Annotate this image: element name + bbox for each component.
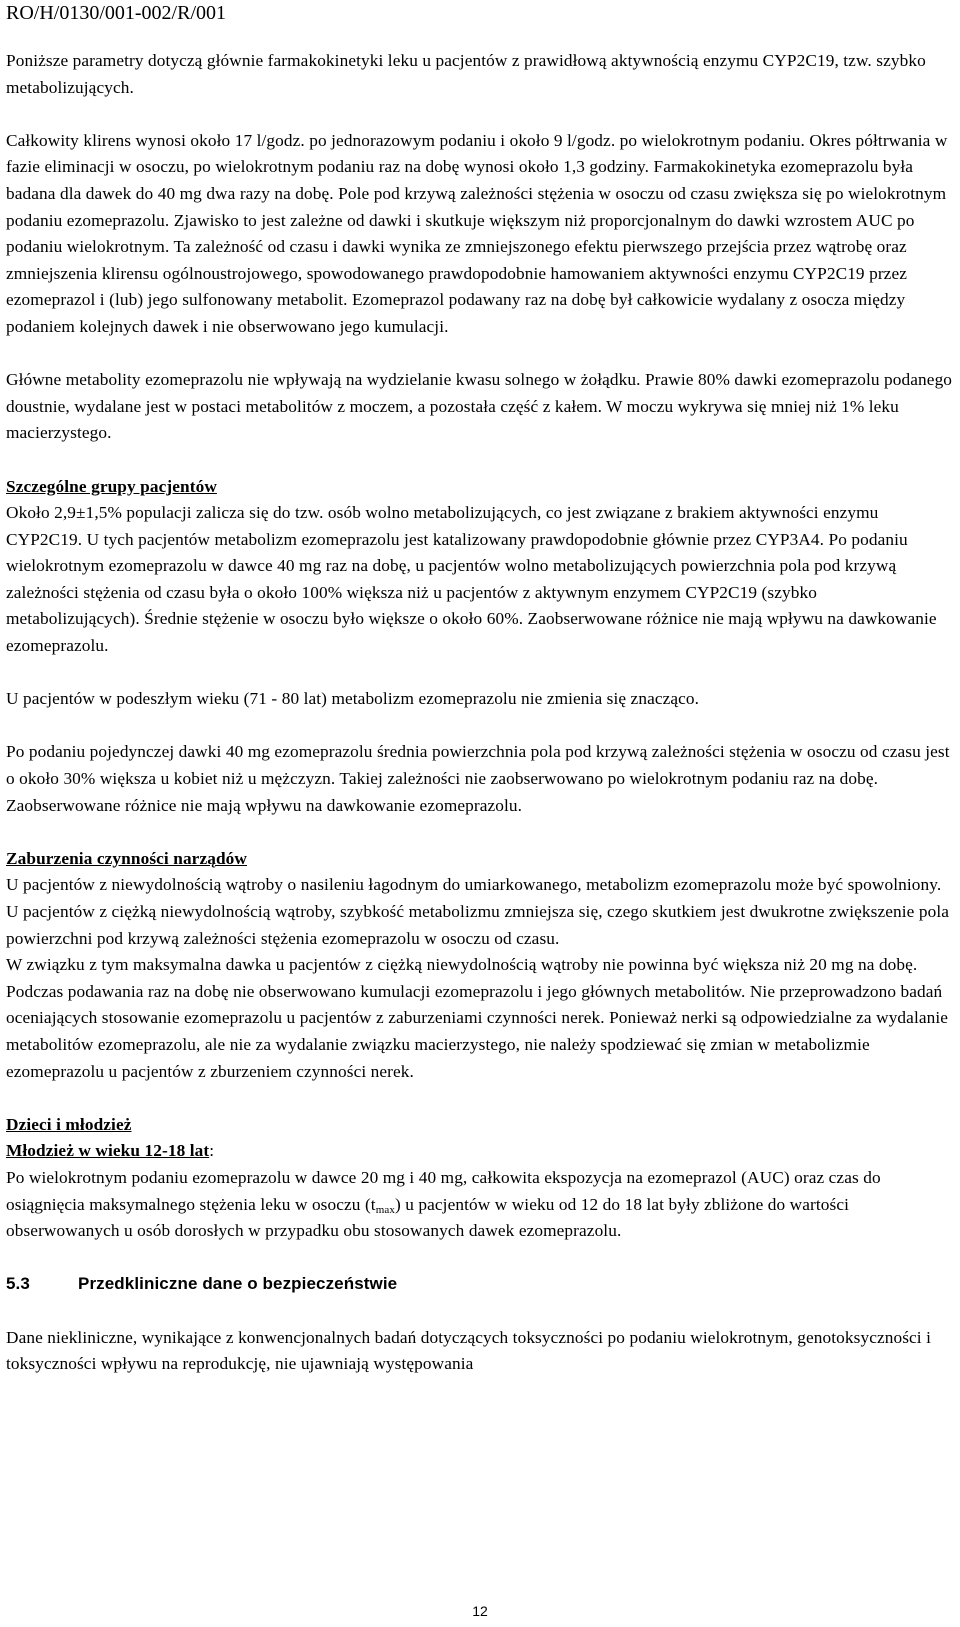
paragraph-poor-metabolizers: Około 2,9±1,5% populacji zalicza się do tzw. osób wolno metabolizujących, co jest związane z brakiem aktywności enzymu CYP2C19. U tych pacjentów metabolizm ezomeprazolu jest katalizowany prawdopodobnie głównie przez CYP3A4. Po podaniu wielokrotnym ezomeprazolu w dawce 40 mg raz na dobę, u pacjentów wolno metabolizujących powierzchnia pola pod krzywą zależności stężenia od czasu była o około 100% większa niż u pacjentów z aktywnym enzymem CYP2C19 (szybko metabolizujących). Średnie stężenie w osoczu było większe o około 60%. Zaobserwowane różnice nie mają wpływu na dawkowanie ezomeprazolu. xyxy=(6,503,937,656)
paragraph-clearance: Całkowity klirens wynosi około 17 l/godz. po jednorazowym podaniu i około 9 l/godz. po wielokrotnym podaniu. Okres półtrwania w fazie eliminacji w osoczu, po wielokrotnym podaniu raz na dobę wynosi około 1,3 godziny. Farmakokinetyka ezomeprazolu była badana dla dawek do 40 mg dwa razy na dobę. Pole pod krzywą zależności stężenia w osoczu od czasu zwiększa się po wielokrotnym podaniu ezomeprazolu. Zjawisko to jest zależne od dawki i skutkuje większym niż proporcjonalnym do dawki wzrostem AUC po podaniu wielokrotnym. Ta zależność od czasu i dawki wynika ze zmniejszonego efektu pierwszego przejścia przez wątrobę oraz zmniejszenia klirensu ogólnoustrojowego, spowodowanego prawdopodobnie hamowaniem aktywności enzymu CYP2C19 przez ezomeprazol i (lub) jego sulfonowany metabolit. Ezomeprazol podawany raz na dobę był całkowicie wydalany z osocza między podaniem kolejnych dawek i nie obserwowano jego kumulacji. xyxy=(6,130,948,336)
tmax-subscript: max xyxy=(375,1203,395,1216)
document-body xyxy=(6,48,954,1378)
paragraph-max-dose: W związku z tym maksymalna dawka u pacjentów z ciężką niewydolnością wątroby nie powinna być większa niż 20 mg na dobę. Podczas podawania raz na dobę nie obserwowano kumulacji ezomeprazolu i jego głównych metabolitów. Nie przeprowadzono badań oceniających stosowanie ezomeprazolu u pacjentów z zaburzeniami czynności nerek. Ponieważ nerki są odpowiedzialne za wydalanie metabolitów ezomeprazolu, ale nie za wydalanie związku macierzystego, nie należy spodziewać się zmian w metabolizmie ezomeprazolu u pacjentów z zburzeniem czynności nerek. xyxy=(6,955,949,1081)
section-heading-5-3 xyxy=(6,1271,954,1298)
spacer xyxy=(6,1298,954,1325)
paragraph-intro: Poniższe parametry dotyczą głównie farmakokinetyki leku u pacjentów z prawidłową aktywnością enzymu CYP2C19, tzw. szybko metabolizujących. xyxy=(6,51,926,97)
spacer xyxy=(6,1085,954,1112)
paragraph-elderly: U pacjentów w podeszłym wieku (71 - 80 lat) metabolizm ezomeprazolu nie zmienia się znacząco. xyxy=(6,689,700,709)
heading-youth-colon: : xyxy=(209,1141,215,1161)
heading-children: Dzieci i młodzież xyxy=(6,1114,132,1134)
spacer xyxy=(6,101,954,128)
spacer xyxy=(6,819,954,846)
heading-youth: Młodzież w wieku 12-18 lat xyxy=(6,1141,210,1161)
heading-organ-dysfunction: Zaburzenia czynności narządów xyxy=(6,848,247,868)
paragraph-adolescents-part2: ) u pacjentów w wieku od 12 do 18 lat były zbliżone do wartości obserwowanych u osób dorosłych w przypadku obu stosowanych dawek ezomeprazolu. xyxy=(6,1194,850,1241)
heading-special-groups: Szczególne grupy pacjentów xyxy=(6,476,217,496)
spacer xyxy=(6,713,954,740)
spacer xyxy=(6,1245,954,1272)
paragraph-preclinical: Dane niekliniczne, wynikające z konwencjonalnych badań dotyczących toksyczności po podaniu wielokrotnym, genotoksyczności i toksyczności wpływu na reprodukcję, nie ujawniają występowania xyxy=(6,1327,932,1374)
spacer xyxy=(6,660,954,687)
paragraph-adolescents-part1: Po wielokrotnym podaniu ezomeprazolu w dawce 20 mg i 40 mg, całkowita ekspozycja na ezomeprazol (AUC) oraz czas do osiągnięcia maksymalnego stężenia leku w osoczu (t xyxy=(6,1167,881,1214)
spacer xyxy=(6,447,954,474)
section-title: Przedkliniczne dane o bezpieczeństwie xyxy=(78,1274,398,1294)
section-number: 5.3 xyxy=(6,1274,30,1294)
page-number: 12 xyxy=(472,1603,488,1619)
document-id: RO/H/0130/001-002/R/001 xyxy=(6,2,227,24)
heading-youth-line xyxy=(6,1138,954,1165)
paragraph-adolescents xyxy=(6,1165,954,1245)
spacer xyxy=(6,341,954,368)
paragraph-gender: Po podaniu pojedynczej dawki 40 mg ezomeprazolu średnia powierzchnia pola pod krzywą zależności stężenia w osoczu od czasu jest o około 30% większa u kobiet niż u mężczyzn. Takiej zależności nie zaobserwowano po wielokrotnym podaniu raz na dobę. Zaobserwowane różnice nie mają wpływu na dawkowanie ezomeprazolu. xyxy=(6,742,950,815)
paragraph-metabolites: Główne metabolity ezomeprazolu nie wpływają na wydzielanie kwasu solnego w żołądku. Prawie 80% dawki ezomeprazolu podanego doustnie, wydalane jest w postaci metabolitów z moczem, a pozostała część z kałem. W moczu wykrywa się mniej niż 1% leku macierzystego. xyxy=(6,370,953,443)
paragraph-hepatic: U pacjentów z niewydolnością wątroby o nasileniu łagodnym do umiarkowanego, metabolizm ezomeprazolu może być spowolniony. U pacjentów z ciężką niewydolnością wątroby, szybkość metabolizmu zmniejsza się, czego skutkiem jest dwukrotne zwiększenie pola powierzchni pod krzywą zależności stężenia ezomeprazolu w osoczu od czasu. xyxy=(6,875,950,948)
